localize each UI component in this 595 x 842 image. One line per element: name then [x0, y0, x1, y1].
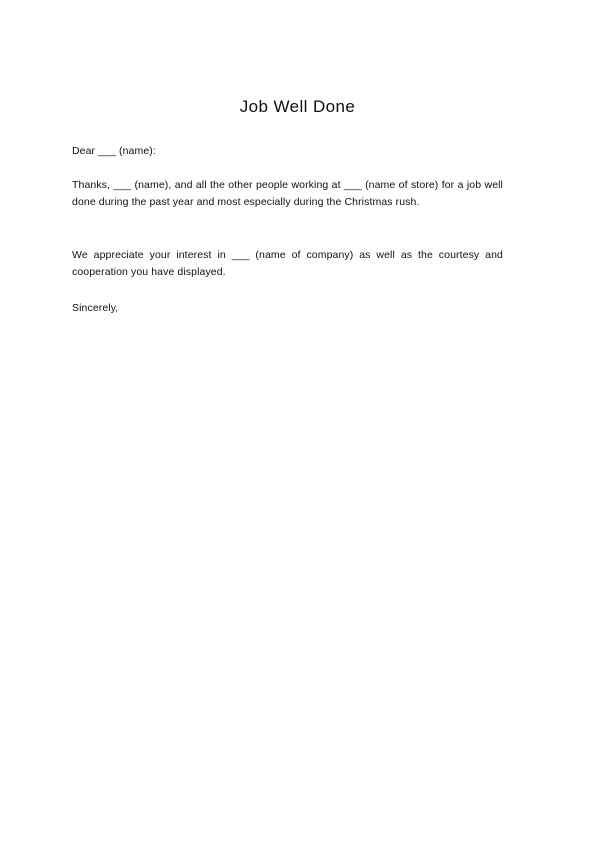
- salutation: Dear ___ (name):: [72, 145, 156, 157]
- closing: Sincerely,: [72, 302, 119, 314]
- page-title: Job Well Done: [239, 97, 356, 116]
- paragraph-appreciation: We appreciate your interest in ___ (name of company) as well as the courtesy and cooperation you have displayed.: [72, 249, 503, 278]
- paragraph-thanks: Thanks, ___ (name), and all the other people working at ___ (name of store) for a job well done during the past year and most especially during the Christmas rush.: [72, 179, 503, 208]
